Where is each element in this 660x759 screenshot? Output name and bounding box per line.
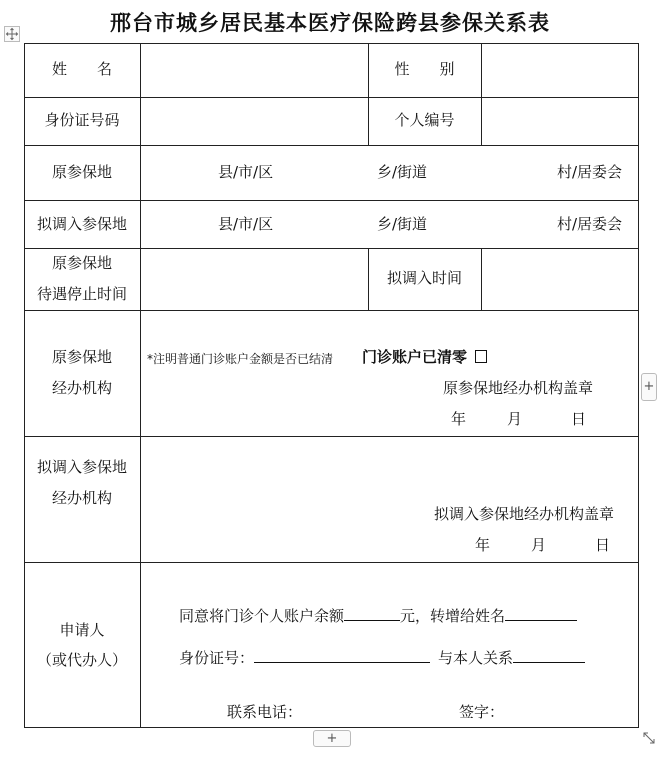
label-new-agency-1: 拟调入参保地 [36, 458, 127, 476]
agree-prefix: 同意将门诊个人账户余额 [179, 607, 345, 625]
new-agency-seal-label: 拟调入参保地经办机构盖章 [434, 505, 615, 523]
new-date-year: 年 [475, 536, 491, 554]
account-cleared-option[interactable] [362, 350, 487, 365]
applicant-id-blank[interactable] [254, 648, 430, 663]
table-resize-handle[interactable] [642, 731, 656, 745]
orig-township-unit: 乡/街道 [377, 163, 428, 181]
orig-agency-seal-label: 原参保地经办机构盖章 [443, 379, 594, 397]
new-village-unit: 村/居委会 [557, 215, 623, 233]
orig-village-unit: 村/居委会 [557, 163, 623, 181]
label-id-number: 身份证号码 [44, 111, 120, 129]
new-date-month: 月 [531, 536, 547, 554]
add-column-button[interactable]: + [641, 373, 657, 401]
label-applicant-1: 申请人 [59, 621, 105, 639]
signature-label: 签字： [459, 703, 505, 721]
label-gender: 性 别 [394, 60, 455, 78]
new-township-unit: 乡/街道 [377, 215, 428, 233]
balance-amount-blank[interactable] [344, 606, 400, 621]
gender-value-cell[interactable] [482, 44, 638, 97]
phone-label: 联系电话： [227, 703, 303, 721]
account-cleared-checkbox[interactable] [475, 350, 487, 363]
new-county-unit: 县/市/区 [218, 215, 274, 233]
applicant-id-label: 身份证号： [179, 649, 255, 667]
recipient-name-blank[interactable] [505, 606, 577, 621]
label-new-place: 拟调入参保地 [36, 215, 127, 233]
relation-label: 与本人关系 [438, 649, 514, 667]
label-orig-stop-1: 原参保地 [51, 254, 112, 272]
new-date-day: 日 [595, 536, 611, 554]
orig-county-unit: 县/市/区 [218, 163, 274, 181]
account-cleared-label: 门诊账户已清零 [362, 348, 468, 366]
resize-icon [642, 731, 656, 745]
id-relation-line [179, 648, 585, 666]
label-orig-stop-2: 待遇停止时间 [36, 285, 127, 303]
label-orig-place: 原参保地 [51, 163, 112, 181]
label-name: 姓 名 [51, 60, 112, 78]
name-value-cell[interactable] [141, 44, 368, 97]
label-applicant-2: （或代办人） [36, 651, 127, 669]
label-personal-no: 个人编号 [394, 111, 455, 129]
orig-date-year: 年 [451, 410, 467, 428]
label-orig-agency-1: 原参保地 [51, 348, 112, 366]
label-new-agency-2: 经办机构 [51, 489, 112, 507]
transfer-balance-sentence [179, 606, 577, 624]
orig-date-month: 月 [507, 410, 523, 428]
orig-stop-value-cell[interactable] [141, 249, 368, 310]
transfer-time-value-cell[interactable] [482, 249, 638, 310]
orig-date-day: 日 [571, 410, 587, 428]
relation-blank[interactable] [513, 648, 585, 663]
personal-no-value-cell[interactable] [482, 98, 638, 145]
add-row-button[interactable]: + [313, 730, 351, 747]
label-orig-agency-2: 经办机构 [51, 379, 112, 397]
label-transfer-time: 拟调入时间 [386, 269, 462, 287]
form-title: 邢台市城乡居民基本医疗保险跨县参保关系表 [110, 10, 550, 35]
id-number-value-cell[interactable] [141, 98, 368, 145]
account-settlement-note: *注明普通门诊账户金额是否已结清 [147, 352, 334, 366]
agree-unit: 元，转增给姓名 [400, 607, 506, 625]
